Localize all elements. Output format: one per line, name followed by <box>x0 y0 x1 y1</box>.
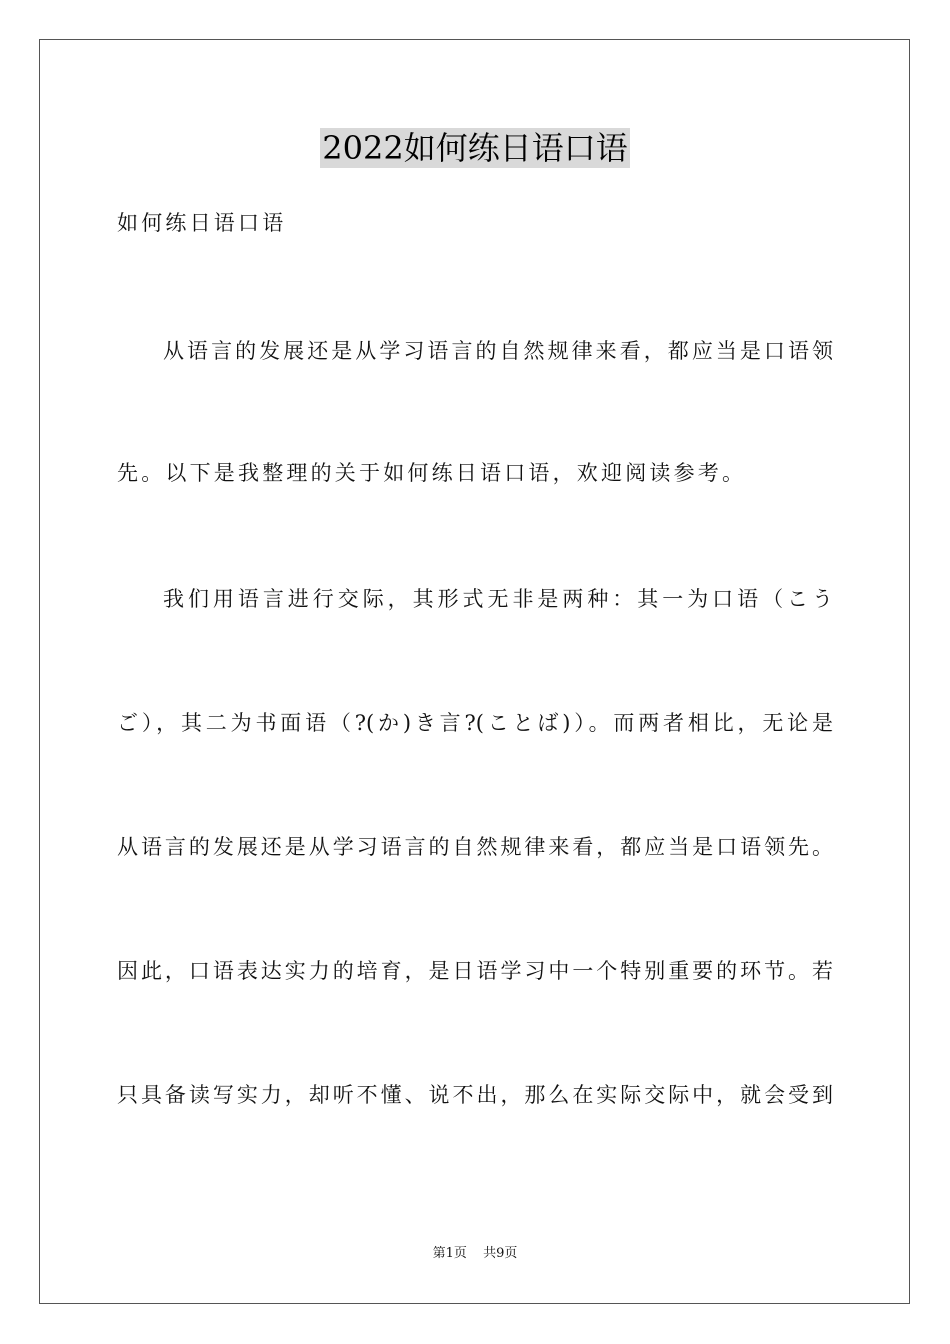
title-container <box>0 128 950 168</box>
paragraph-line: 先。以下是我整理的关于如何练日语口语，欢迎阅读参考。 <box>117 461 747 485</box>
document-title: 2022如何练日语口语 <box>322 129 628 167</box>
page-number: 第1页 <box>432 1246 467 1261</box>
paragraph-line: 从语言的发展还是从学习语言的自然规律来看，都应当是口语领 <box>163 339 833 363</box>
subtitle-line: 如何练日语口语 <box>117 211 287 235</box>
paragraph-line: 我们用语言进行交际，其形式无非是两种：其一为口语（こう <box>163 587 833 611</box>
paragraph-line: 从语言的发展还是从学习语言的自然规律来看，都应当是口语领先。 <box>117 835 833 859</box>
page-footer <box>0 1245 950 1263</box>
paragraph-line: 因此，口语表达实力的培育，是日语学习中一个特别重要的环节。若 <box>117 959 833 983</box>
paragraph-line: ご），其二为书面语（?(か)き言?(ことば)）。而两者相比，无论是 <box>117 711 833 735</box>
page-total: 共9页 <box>483 1246 518 1261</box>
paragraph-line: 只具备读写实力，却听不懂、说不出，那么在实际交际中，就会受到 <box>117 1083 833 1107</box>
